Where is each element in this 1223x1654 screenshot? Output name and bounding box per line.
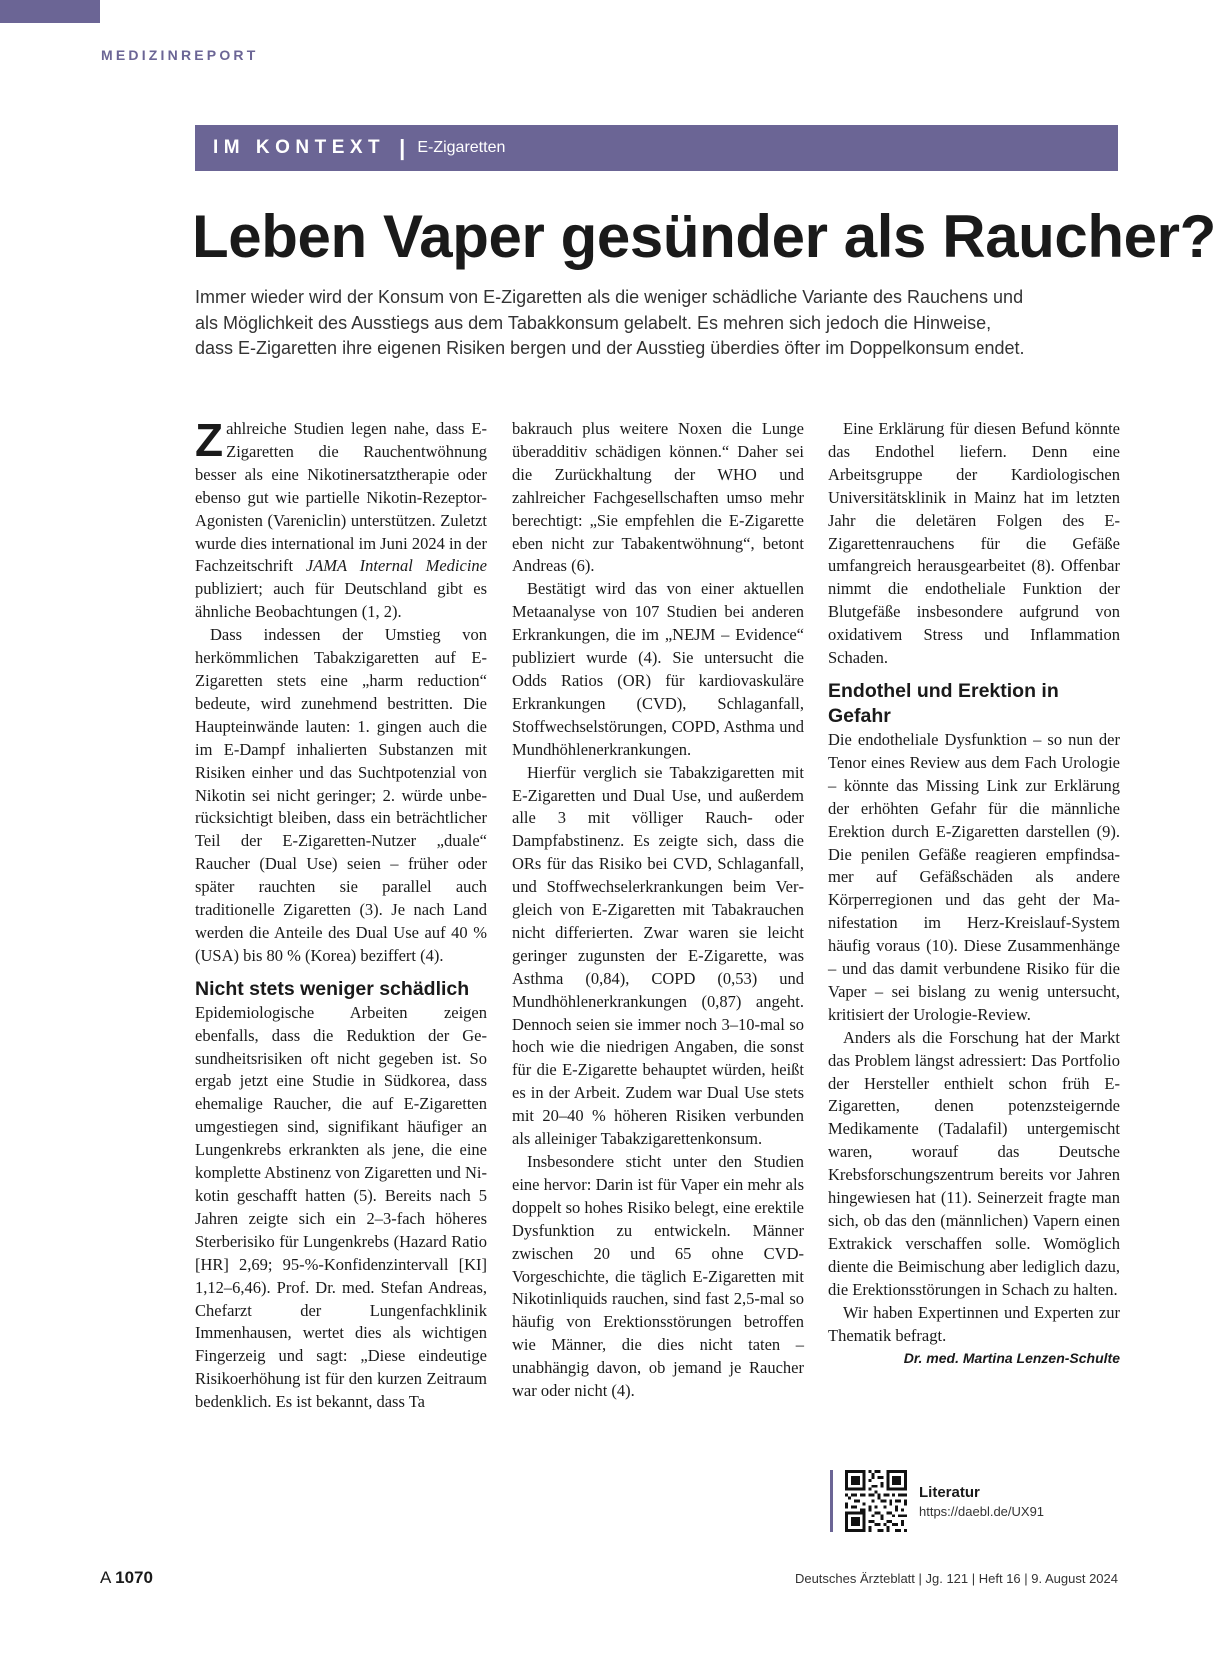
subheading: Nicht stets weniger schädlich bbox=[195, 977, 470, 1000]
corner-accent-tab bbox=[0, 0, 100, 23]
lead-line: als Möglichkeit des Ausstiegs aus dem Tabakkonsum gelabelt. Es mehren sich jedoch die Hinweise, bbox=[195, 312, 992, 333]
article-lead bbox=[195, 285, 1125, 362]
lead-line: dass E-Zigaretten ihre eigenen Risiken bergen und der Ausstieg überdies öfter im Doppelkonsum endet. bbox=[195, 338, 1025, 358]
context-separator: | bbox=[399, 135, 406, 160]
paragraph: Wir haben Expertinnen und Experten zur Thematik befragt. bbox=[828, 1302, 1120, 1345]
paragraph: Eine Erklärung für diesen Befund könnte das Endothel liefern. Denn eine Arbeitsgruppe der Kardiologischen Universitätsklinik in Mainz hat im letzten Jahr die deletären Folgen des E-Zigarettenrauchens für die Gefäße umfangreich herausgearbeitet (8). Offenbar nimmt die endotheliale Funktion der Blutgefäße insbesondere aufgrund von oxidativem Stress und Inflammation Schaden. bbox=[828, 419, 1120, 668]
paragraph: bakrauch plus weitere Noxen die Lunge überadditiv schädigen können.“ Daher sei die Zurückhaltung der WHO und zahlreicher Fachgesellschaften umso mehr berechtigt: „Sie empfehlen die E-Zigarette eben nicht zur Tabakentwöhnung“, betont Andreas (6). bbox=[512, 419, 804, 576]
literature-accent-bar bbox=[830, 1470, 833, 1532]
literature-text bbox=[919, 1484, 1044, 1519]
article-column-1 bbox=[195, 414, 487, 1414]
article-column-2 bbox=[512, 418, 804, 1403]
article-headline: Leben Vaper gesünder als Raucher? bbox=[192, 203, 1216, 270]
article-column-3 bbox=[828, 418, 1120, 1368]
paragraph: Anders als die Forschung hat der Markt das Problem längst adressiert: Das Portfolio der Hersteller enthielt schon früh E-Zigaretten, denen potenzsteigernde Medikamente (Tadalafil) untergemischt waren, worauf das Deutsche Krebsforschungszentrum bereits vor Jahren hingewiesen hat (11). Seinerzeit fragte man sich, ob das den (männlichen) Vapern einen Extrakick verschaffen solle. Womöglich diente die Beimischung aber lediglich dazu, die Erektionsstörungen in Schach zu halten. bbox=[828, 1027, 1120, 1299]
drop-cap: Z bbox=[195, 414, 224, 466]
context-topic: E-Zigaretten bbox=[417, 139, 506, 156]
lead-line: Immer wieder wird der Konsum von E-Zigaretten als die weniger schädliche Variante des Rauchens und bbox=[195, 287, 1024, 307]
qr-code-icon[interactable] bbox=[845, 1470, 907, 1532]
literature-title: Literatur bbox=[919, 1483, 980, 1501]
literature-box bbox=[830, 1470, 1044, 1532]
literature-link[interactable]: https://daebl.de/UX91 bbox=[919, 1503, 1045, 1519]
section-label: MEDIZINREPORT bbox=[101, 47, 259, 63]
subheading: Endothel und Erektion in Gefahr bbox=[828, 679, 1059, 727]
paragraph: Epidemiologische Arbeiten zeigen ebenfalls, dass die Reduktion der Gesundheitsrisiken oft nicht gegeben ist. So ergab jetzt eine Studie in Südkorea, dass ehemalige Raucher, die auf E-Zigaretten umgestiegen sind, signifikant häufiger an Lungenkrebs erkrankten als jene, die eine komplette Abstinenz von Zigaretten und Nikotin geschafft hatten (5). Bereits nach 5 Jahren zeigte sich ein 2–3-fach höheres Sterberisiko für Lungenkrebs (Hazard Ratio [HR] 2,69; 95-%-Konfidenzintervall [KI] 1,12–6,46). Prof. Dr. med. Stefan Andreas, Chefarzt der Lungenfachklinik Immenhausen, wertet dies als wichtigen Fingerzeig und sagt: „Diese eindeutige Risikoerhöhung ist für den kurzen Zeitraum bedenklich. Es ist bekannt, dass Ta bbox=[195, 1002, 487, 1412]
context-bar bbox=[195, 125, 1118, 171]
paragraph: Insbesondere sticht unter den Studien eine hervor: Darin ist für Vaper ein mehr als doppelt so hohes Risiko belegt, eine erektile Dysfunktion zu entwickeln. Männer zwischen 20 und 65 ohne CVD-Vorgeschichte, die täglich E-Zigaretten mit Nikotinliquids rauchen, sind fast 2,5-mal so häufig von Erektionsstörungen betroffen wie Männer, die dies nicht taten – unabhängig davon, ob jemand je Raucher war oder nicht (4). bbox=[512, 1152, 804, 1401]
paragraph: Dass indessen der Umstieg von herkömmlichen Tabakzigaretten auf E-Zigaretten stets eine „harm reduction“ bedeute, wird zunehmend bestritten. Die Haupteinwände lauten: 1. gingen auch die im E-Dampf inhalierten Substanzen mit Risiken einher und das Suchtpotenzial von Nikotin sei nicht geringer; 2. würde unberücksichtigt bleiben, dass ein beträchtlicher Teil der E-Zigaretten-Nutzer „duale“ Raucher (Dual Use) seien – früher oder später rauchten sie parallel auch traditionelle Zigaretten (3). Je nach Land werden die Anteile des Dual Use auf 40 % (USA) bis 80 % (Korea) beziffert (4). bbox=[195, 625, 487, 965]
journal-info: Deutsches Ärzteblatt | Jg. 121 | Heft 16 | 9. August 2024 bbox=[794, 1571, 1118, 1586]
paragraph: Bestätigt wird das von einer aktuellen Metaanalyse von 107 Studien bei anderen Erkrankungen, die im „NEJM – Evidence“ publiziert wurde (4). Sie untersucht die Odds Ratios (OR) für kardiovaskuläre Erkrankungen (CVD), Schlaganfall, Stoffwechselstörungen, COPD, Asthma und Mundhöhlenerkrankungen. bbox=[512, 579, 804, 759]
paragraph: Zahlreiche Studien legen nahe, dass E-Zigaretten die Rauchentwöhnung besser als eine Nikotinersatztherapie oder ebenso gut wie partielle Nikotin-Rezeptor-Agonisten (Vareniclin) unterstützen. Zuletzt wurde dies international im Juni 2024 in der Fachzeitschrift JAMA Internal Medicine publiziert; auch für Deutschland gibt es ähnliche Beobachtungen (1, 2). bbox=[195, 414, 487, 622]
author-byline: Dr. med. Martina Lenzen-Schulte bbox=[903, 1350, 1120, 1367]
context-keyword: IM KONTEXT bbox=[213, 137, 386, 158]
paragraph: Hierfür verglich sie Tabakzigaretten mit E-Zigaretten und Dual Use, und außerdem alle 3 mit völliger Rauch- oder Dampfabstinenz. Es zeigte sich, dass die ORs für das Risiko bei CVD, Schlaganfall, und Stoffwechselerkrankungen beim Vergleich von E-Zigaretten mit Tabakrauchen nicht differierten. Zwar waren sie leicht geringer zugunsten der E-Zigarette, was Asthma (0,84), COPD (0,53) und Mundhöhlenerkrankungen (0,87) angeht. Dennoch seien sie immer noch 3–10-mal so hoch wie die niedrigen Angaben, die sonst für die E-Zigarette behauptet würden, heißt es in der Arbeit. Zudem war Dual Use stets mit 20–40 % höheren Risiken verbunden als alleiniger Tabakzigarettenkonsum. bbox=[512, 762, 804, 1149]
paragraph: Die endotheliale Dysfunktion – so nun der Tenor eines Review aus dem Fach Urologie – könnte das Missing Link zur Erklärung der erhöhten Gefahr für die männliche Erektion durch E-Zigaretten darstellen (9). Die penilen Gefäße reagieren empfindsamer auf Gefäßschäden als andere Körperregionen und das geht der Manifestation im Herz-Kreislauf-System häufig voraus (10). Diese Zusammenhänge – und das damit verbundene Risiko für die Vaper – sei bislang zu wenig untersucht, kritisiert der Urologie-Review. bbox=[828, 729, 1120, 1024]
page-number: A 1070 bbox=[100, 1568, 153, 1587]
journal-name: JAMA Internal Medicine bbox=[305, 556, 487, 576]
